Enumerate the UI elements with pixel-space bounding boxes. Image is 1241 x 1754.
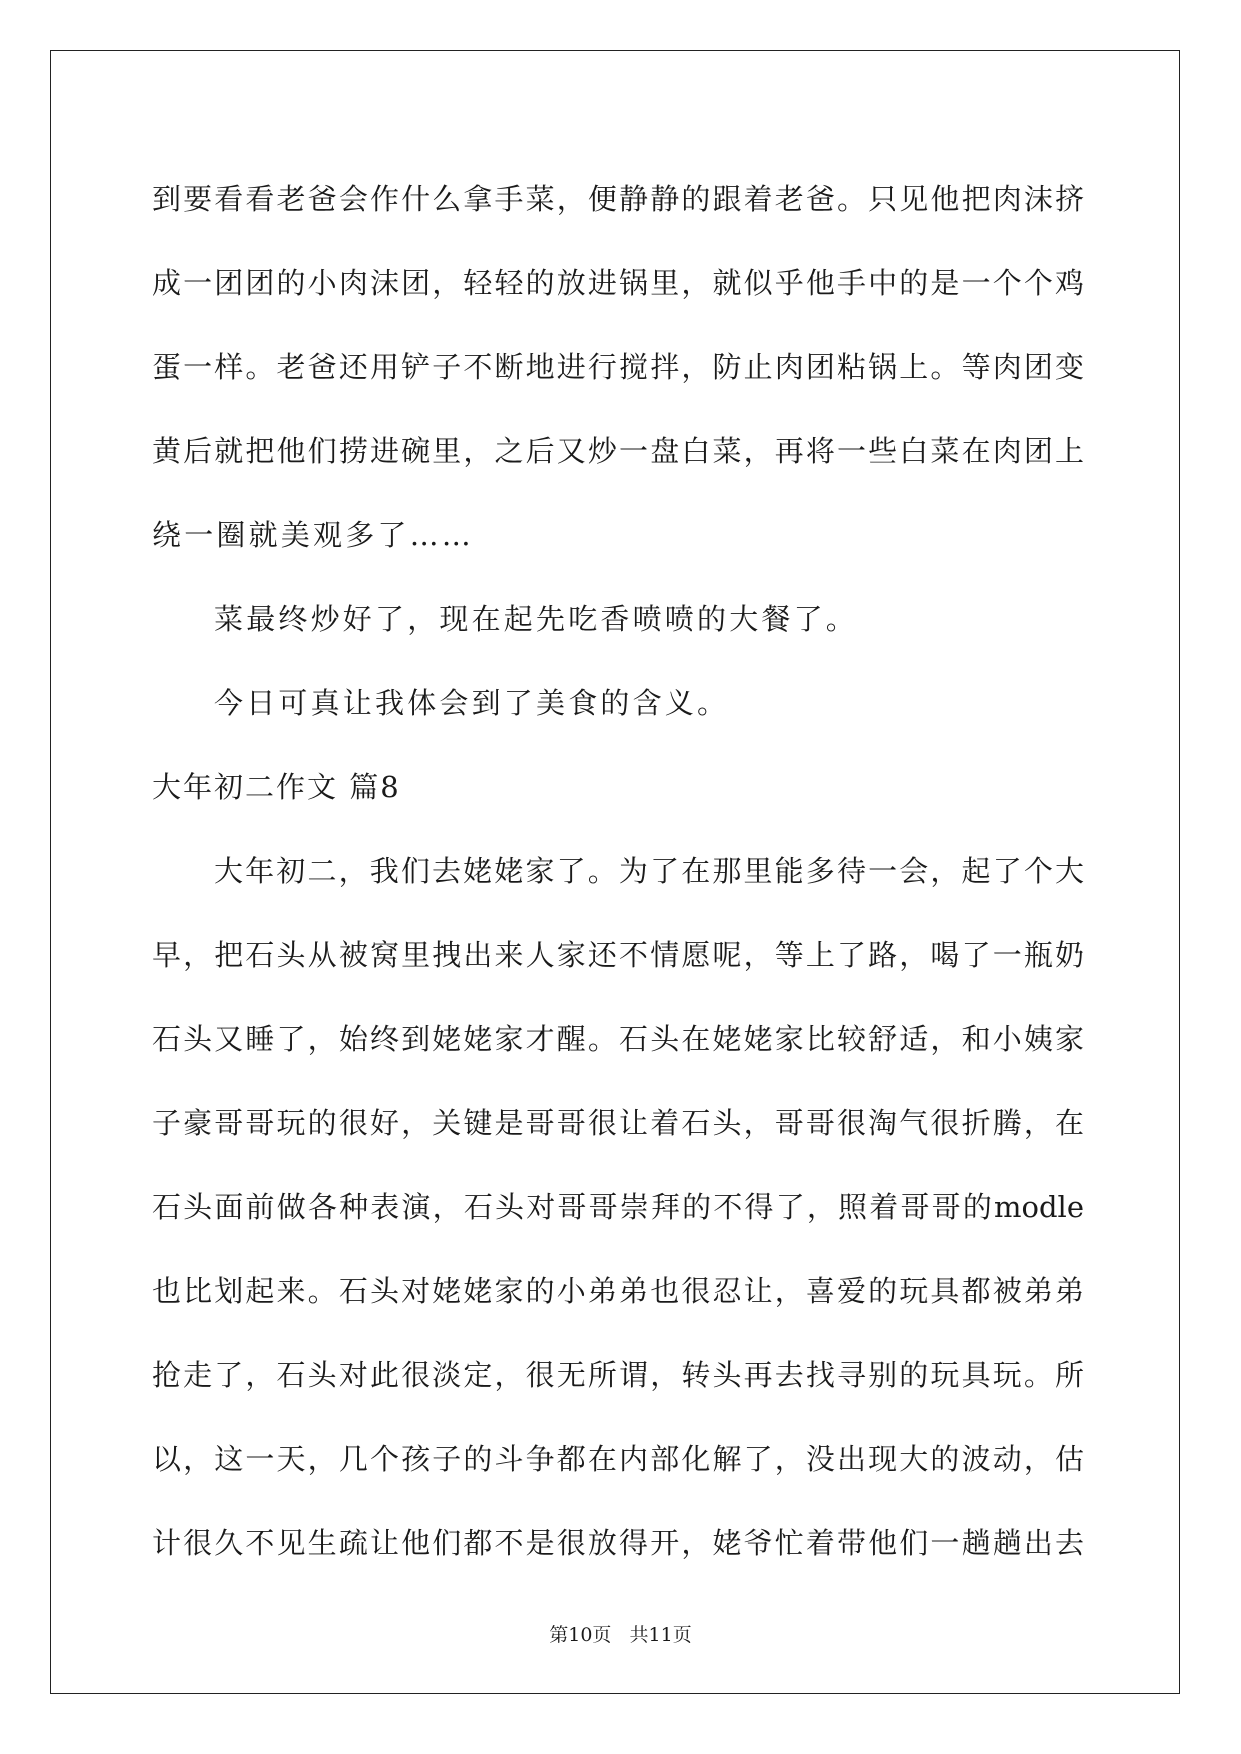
page-footer: 第10页 共11页 bbox=[549, 1624, 692, 1646]
body-line: 抢走了，石头对此很淡定，很无所谓，转头再去找寻别的玩具玩。所 bbox=[152, 1358, 1084, 1392]
body-line: 子豪哥哥玩的很好，关键是哥哥很让着石头，哥哥很淘气很折腾，在 bbox=[152, 1106, 1084, 1140]
body-line: 早，把石头从被窝里拽出来人家还不情愿呢，等上了路，喝了一瓶奶 bbox=[152, 938, 1084, 972]
document-body bbox=[152, 157, 1084, 1585]
body-line: 到要看看老爸会作什么拿手菜，便静静的跟着老爸。只见他把肉沫挤 bbox=[152, 182, 1084, 216]
body-line: 蛋一样。老爸还用铲子不断地进行搅拌，防止肉团粘锅上。等肉团变 bbox=[152, 350, 1084, 384]
body-line: 绕一圈就美观多了…… bbox=[152, 518, 475, 552]
body-line: 石头面前做各种表演，石头对哥哥崇拜的不得了，照着哥哥的modle bbox=[152, 1190, 1084, 1224]
body-line: 计很久不见生疏让他们都不是很放得开，姥爷忙着带他们一趟趟出去 bbox=[152, 1526, 1084, 1560]
paragraph-line: 大年初二，我们去姥姥家了。为了在那里能多待一会，起了个大 bbox=[214, 854, 1084, 888]
body-line: 也比划起来。石头对姥姥家的小弟弟也很忍让，喜爱的玩具都被弟弟 bbox=[152, 1274, 1084, 1308]
body-line: 石头又睡了，始终到姥姥家才醒。石头在姥姥家比较舒适，和小姨家 bbox=[152, 1022, 1084, 1056]
body-line: 以，这一天，几个孩子的斗争都在内部化解了，没出现大的波动，估 bbox=[152, 1442, 1084, 1476]
paragraph-line: 菜最终炒好了，现在起先吃香喷喷的大餐了。 bbox=[214, 602, 859, 636]
body-line: 黄后就把他们捞进碗里，之后又炒一盘白菜，再将一些白菜在肉团上 bbox=[152, 434, 1084, 468]
section-heading: 大年初二作文 篇8 bbox=[152, 770, 401, 804]
body-line: 成一团团的小肉沫团，轻轻的放进锅里，就似乎他手中的是一个个鸡 bbox=[152, 266, 1084, 300]
paragraph-line: 今日可真让我体会到了美食的含义。 bbox=[214, 686, 730, 720]
